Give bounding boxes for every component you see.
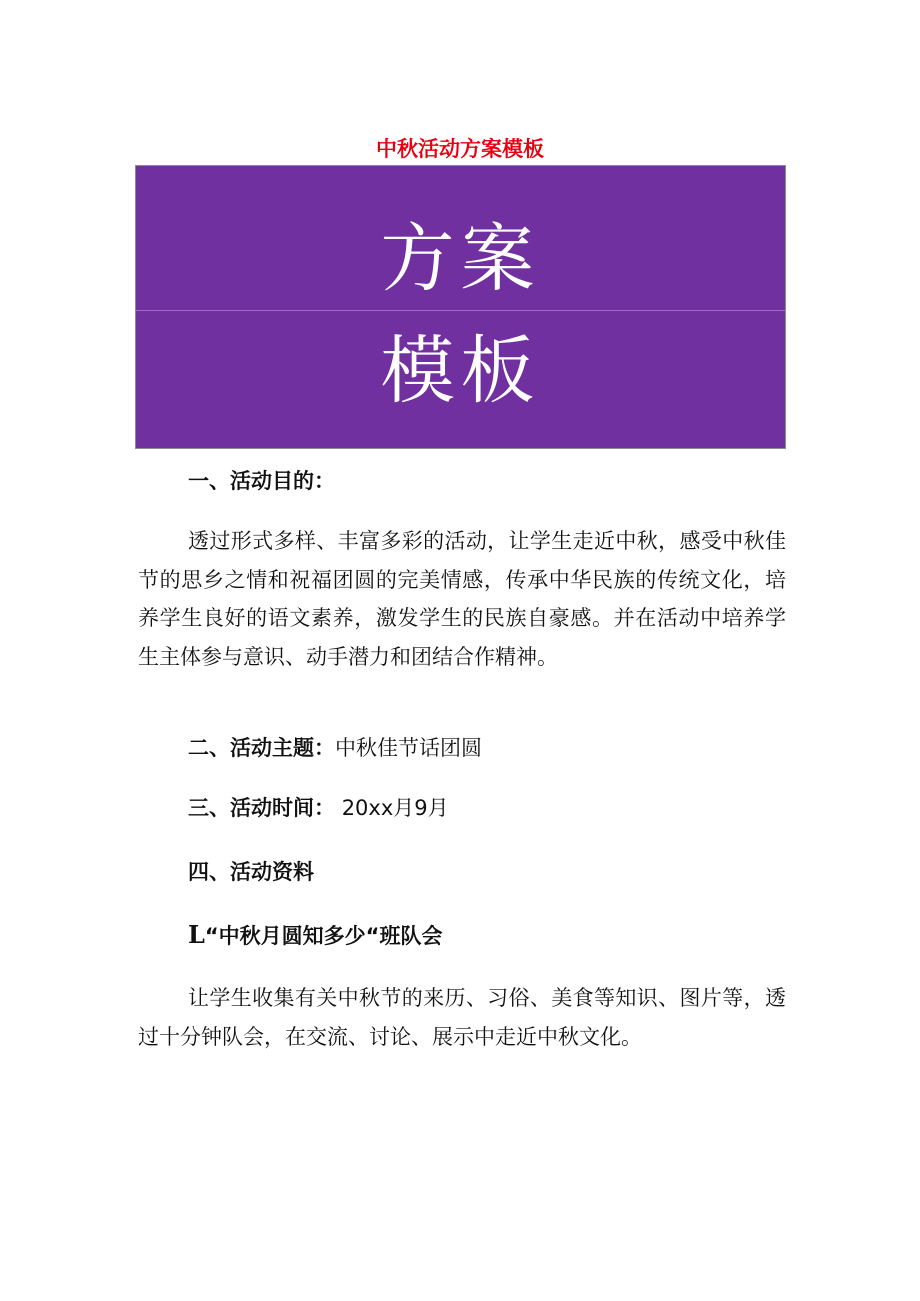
purpose-paragraph: 透过形式多样、丰富多彩的活动，让学生走近中秋，感受中秋佳节的思乡之情和祝福团圆的完美情感，传承中华民族的传统文化，培养学生良好的语文素养，激发学生的民族自豪感。并在活动中培养学生主体参与意识、动手潜力和团结合作精神。 (138, 529, 786, 669)
item-heading-class-meeting (188, 920, 442, 951)
banner-line-1: 方案 (380, 216, 541, 302)
item-number: L (188, 920, 205, 949)
section-heading-time (188, 793, 449, 823)
section-value: 20xx月9月 (341, 796, 449, 820)
section-heading-purpose (188, 466, 335, 496)
banner-line-2: 模板 (380, 328, 541, 414)
section-heading-materials (188, 857, 314, 887)
banner-divider (136, 310, 785, 311)
section-value: 中秋佳节话团圆 (335, 736, 482, 760)
item-paragraph: 让学生收集有关中秋节的来历、习俗、美食等知识、图片等，透过十分钟队会，在交流、讨论、展示中走近中秋文化。 (138, 986, 786, 1049)
section-label: 三、活动时间： (188, 796, 335, 820)
document-title: 中秋活动方案模板 (376, 137, 544, 161)
section-heading-theme (188, 733, 482, 763)
section-label: 一、活动目的： (188, 469, 335, 493)
section-label: 二、活动主题： (188, 736, 335, 760)
item-title: “中秋月圆知多少“班队会 (204, 924, 443, 948)
section-label: 四、活动资料 (188, 860, 314, 884)
cover-banner (135, 165, 786, 449)
